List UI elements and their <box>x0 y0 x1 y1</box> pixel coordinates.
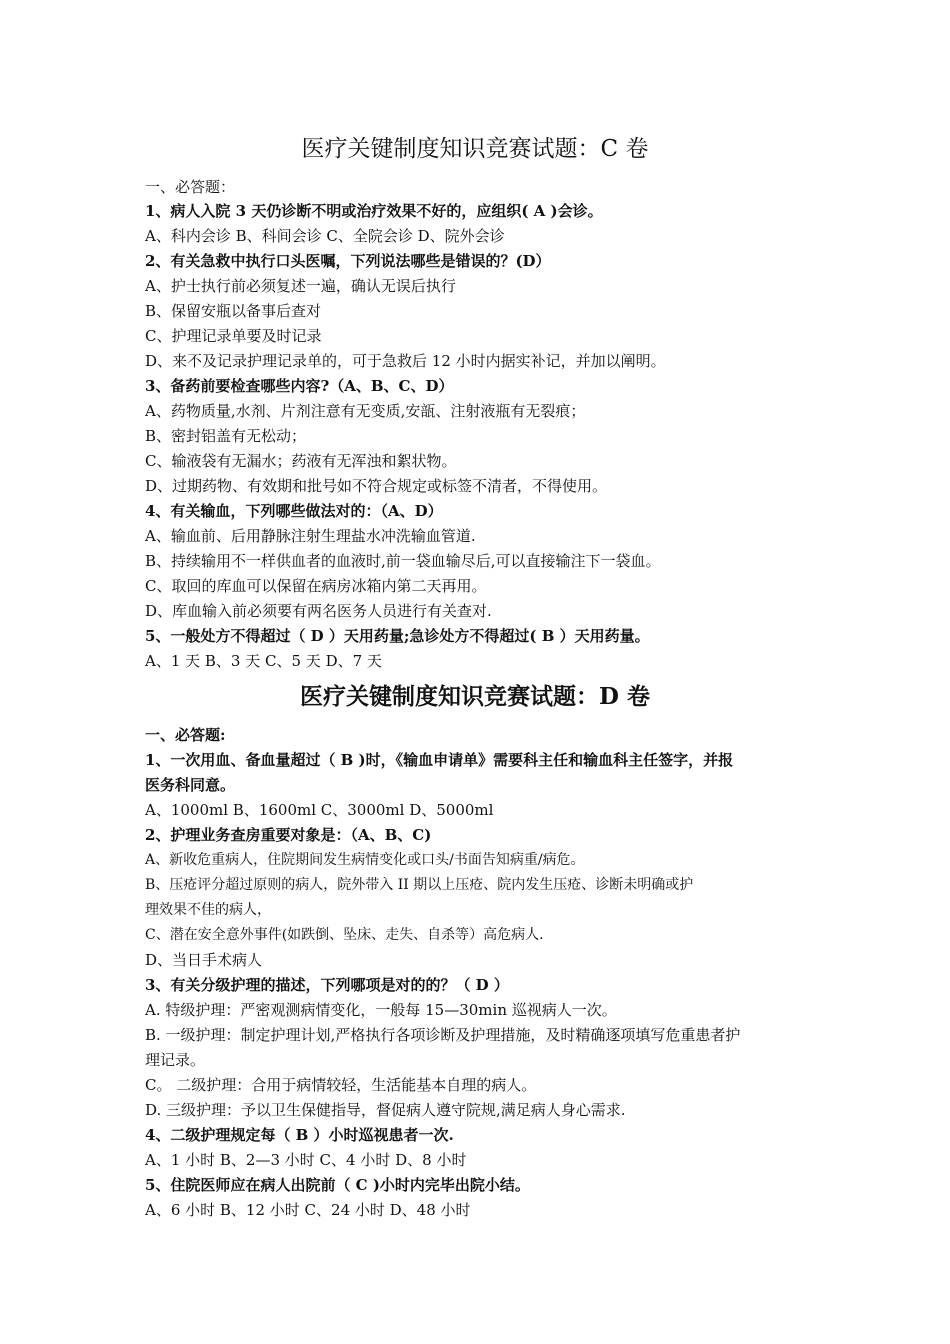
exam-c-q2-option-a: A、护士执行前必须复述一遍，确认无误后执行 <box>145 277 456 295</box>
exam-c-q2-option-c: C、护理记录单要及时记录 <box>145 327 322 345</box>
exam-d-question-4: 4、二级护理规定每（ B ）小时巡视患者一次. <box>145 1126 454 1144</box>
exam-c-q4-option-d: D、库血输入前必须要有两名医务人员进行有关查对. <box>145 602 492 620</box>
exam-c-q5-options: A、1 天 B、3 天 C、5 天 D、7 天 <box>145 652 382 670</box>
exam-d-section-heading: 一、必答题: <box>145 726 226 744</box>
exam-c-q3-option-c: C、输液袋有无漏水；药液有无浑浊和絮状物。 <box>145 452 457 470</box>
exam-c-question-5: 5、一般处方不得超过（ D ）天用药量;急诊处方不得超过( B ）天用药量。 <box>145 627 650 645</box>
exam-d-q3-option-b: B. 一级护理：制定护理计划,严格执行各项诊断及护理措施，及时精确逐项填写危重患者护 <box>145 1026 741 1044</box>
exam-c-question-4: 4、有关输血，下列哪些做法对的：（A、D） <box>145 502 443 520</box>
exam-d-q3-option-d: D. 三级护理：予以卫生保健指导，督促病人遵守院规,满足病人身心需求. <box>145 1101 626 1119</box>
exam-c-question-3: 3、备药前要检查哪些内容?（A、B、C、D） <box>145 377 454 395</box>
exam-c-q4-option-c: C、取回的库血可以保留在病房冰箱内第二天再用。 <box>145 577 487 595</box>
exam-d-question-5: 5、住院医师应在病人出院前（ C )小时内完毕出院小结。 <box>145 1176 530 1194</box>
exam-c-q1-options: A、科内会诊 B、科间会诊 C、全院会诊 D、院外会诊 <box>145 227 505 245</box>
exam-d-q2-option-c: C、潜在安全意外事件(如跌倒、坠床、走失、自杀等）高危病人. <box>145 927 544 943</box>
exam-c-question-2: 2、有关急救中执行口头医嘱，下列说法哪些是错误的？(D） <box>145 252 551 270</box>
exam-c-q3-option-a: A、药物质量,水剂、片剂注意有无变质,安瓿、注射液瓶有无裂痕； <box>145 402 586 420</box>
exam-d-q2-option-b: B、压疮评分超过原则的病人，院外带入 II 期以上压疮、院内发生压疮、诊断未明确或护 <box>145 877 694 893</box>
exam-d-question-1: 1、一次用血、备血量超过（ B )时，《输血申请单》需要科主任和输血科主任签字，并报 <box>145 751 734 769</box>
exam-c-section-heading: 一、必答题： <box>145 178 236 196</box>
exam-c-q2-option-d: D、来不及记录护理记录单的，可于急救后 12 小时内据实补记，并加以阐明。 <box>145 352 666 370</box>
exam-d-q1-options: A、1000ml B、1600ml C、3000ml D、5000ml <box>145 801 494 819</box>
exam-d-q3-option-a: A. 特级护理：严密观测病情变化，一般每 15—30min 巡视病人一次。 <box>145 1001 617 1019</box>
exam-d-q3-option-b-cont: 理记录。 <box>145 1051 206 1069</box>
exam-d-q5-options: A、6 小时 B、12 小时 C、24 小时 D、48 小时 <box>145 1201 471 1219</box>
exam-c-q2-option-b: B、保留安瓶以备事后查对 <box>145 302 322 320</box>
exam-c-q4-option-a: A、输血前、后用静脉注射生理盐水冲洗输血管道. <box>145 527 476 545</box>
exam-d-q3-option-c: C。 二级护理：合用于病情较轻，生活能基本自理的病人。 <box>145 1076 537 1094</box>
exam-c-q3-option-d: D、过期药物、有效期和批号如不符合规定或标签不清者，不得使用。 <box>145 477 608 495</box>
exam-d-question-3: 3、有关分级护理的描述，下列哪项是对的的？（ D ） <box>145 976 509 994</box>
exam-c-q3-option-b: B、密封铝盖有无松动； <box>145 427 307 445</box>
exam-c-question-1: 1、病人入院 3 天仍诊断不明或治疗效果不好的，应组织( A )会诊。 <box>145 202 603 220</box>
exam-d-q4-options: A、1 小时 B、2—3 小时 C、4 小时 D、8 小时 <box>145 1151 467 1169</box>
exam-d-q2-option-a: A、新收危重病人，住院期间发生病情变化或口头/书面告知病重/病危。 <box>145 852 585 868</box>
exam-d-q2-option-b-cont: 理效果不佳的病人， <box>145 902 271 918</box>
exam-c-q4-option-b: B、持续输用不一样供血者的血液时,前一袋血输尽后,可以直接输注下一袋血。 <box>145 552 661 570</box>
exam-d-question-1-cont: 医务科同意。 <box>145 776 236 794</box>
exam-d-q2-option-d: D、当日手术病人 <box>145 951 263 969</box>
exam-d-question-2: 2、护理业务查房重要对象是：（A、B、C) <box>145 826 432 844</box>
exam-c-title: 医疗关键制度知识竞赛试题：C 卷 <box>301 136 649 162</box>
exam-d-title: 医疗关键制度知识竞赛试题：D 卷 <box>300 683 650 710</box>
